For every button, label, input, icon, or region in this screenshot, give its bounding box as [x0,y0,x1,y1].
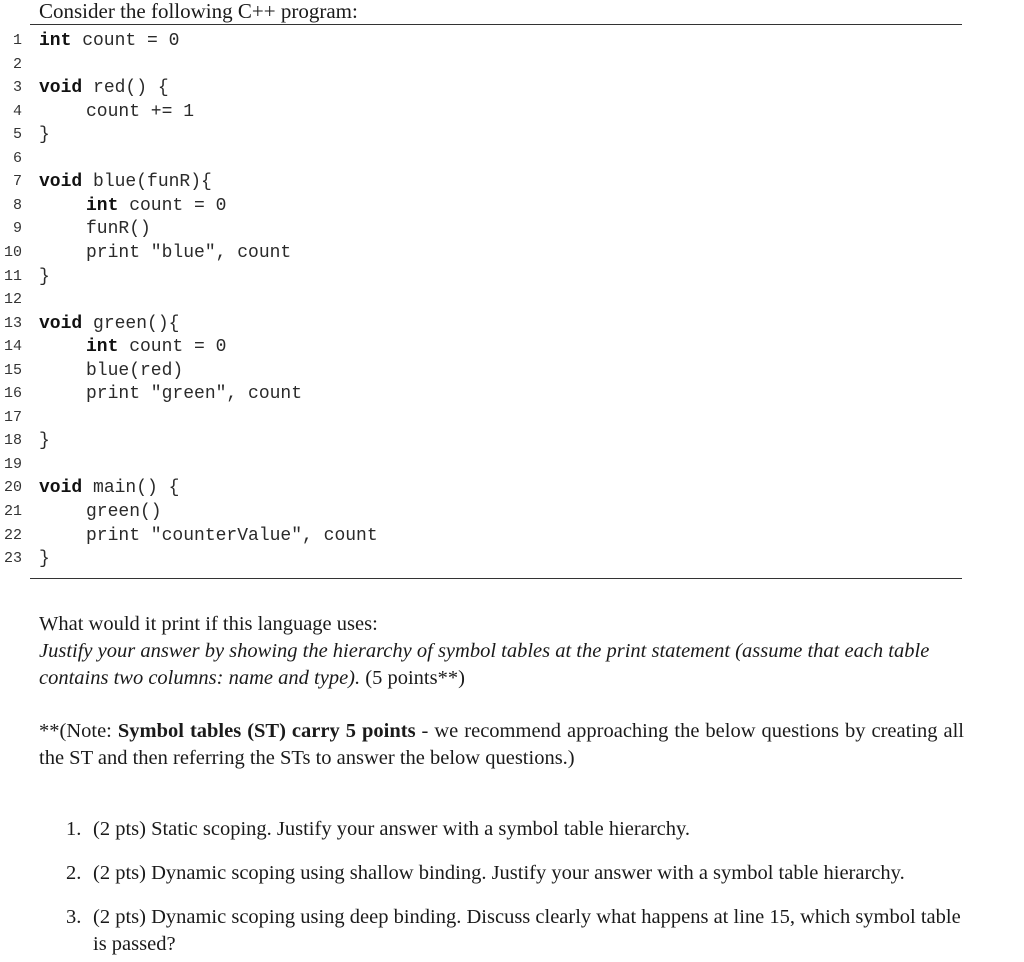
item-text: (2 pts) Dynamic scoping using deep binding. Discuss clearly what happens at line 15, which symbol table is passed? [93,906,961,955]
code-line [0,548,960,570]
code-line [0,124,960,146]
code-rest: funR() [86,219,151,240]
code-text [39,171,212,193]
code-rest: blue(funR){ [82,172,212,193]
item-text: (2 pts) Static scoping. Justify your answer with a symbol table hierarchy. [93,818,691,840]
code-text [39,77,169,99]
line-number: 6 [12,149,22,167]
line-number: 19 [3,455,22,473]
code-line [0,360,960,382]
line-number: 15 [3,361,22,379]
code-rest: print "counterValue", count [86,525,378,546]
line-number: 16 [3,385,22,403]
line-number: 23 [3,550,22,568]
code-keyword: int [39,31,72,51]
code-text [39,30,179,52]
code-text [86,525,378,547]
code-line [0,242,960,264]
code-keyword: int [86,337,119,358]
code-text [39,313,179,335]
code-text [39,124,50,146]
note-text [39,718,964,772]
item-number: 3. [66,906,82,928]
bottom-rule [30,578,962,579]
code-keyword: void [39,78,83,99]
item-number: 1. [66,818,82,840]
question-text [39,611,964,692]
code-line [0,454,960,476]
code-text [39,548,50,570]
code-rest: green() [86,502,162,522]
line-number: 17 [3,408,22,426]
line-number: 8 [12,196,22,214]
question-justify-text: Justify your answer by showing the hierarchy of symbol tables at the print statement (assume that each table contains two columns: name and type). [39,640,930,689]
line-number: 21 [3,503,22,520]
code-line [0,430,960,452]
code-line [0,266,960,288]
code-keyword: void [39,478,83,499]
code-rest: } [39,431,50,452]
code-text [39,266,50,288]
code-line [0,407,960,429]
code-rest: count = 0 [118,195,227,216]
code-line [0,383,960,405]
code-rest: } [39,266,50,287]
intro-text: Consider the following C++ program: [39,0,358,23]
code-line [0,477,960,499]
code-text [86,242,291,264]
line-number: 11 [3,267,22,285]
code-line [0,336,960,358]
line-number: 10 [3,243,22,261]
code-rest: count = 0 [71,31,180,51]
line-number: 7 [12,173,22,191]
item-number: 2. [66,862,82,884]
code-line [0,218,960,240]
code-rest: print "blue", count [86,242,292,263]
code-line [0,525,960,547]
line-number: 20 [3,479,22,497]
note-prefix: **(Note: [39,720,118,742]
code-rest: } [39,549,50,570]
code-rest: green(){ [82,313,180,334]
note-suffix: - we recommend approaching the below questions by creating all the ST and then referring the STs to answer the below questions.) [39,720,964,769]
line-number: 13 [3,314,22,332]
top-rule [30,24,962,25]
note-bold: Symbol tables (ST) carry 5 points [117,720,416,742]
line-number: 2 [12,55,22,73]
question-points: (5 points**) [360,667,465,689]
code-line [0,171,960,193]
code-text [86,501,162,523]
code-text [86,360,183,382]
code-keyword: int [86,195,119,216]
code-line [0,101,960,123]
code-line [0,289,960,311]
code-line [0,54,960,76]
line-number: 3 [12,79,22,97]
code-keyword: void [39,313,83,334]
code-text [86,218,151,240]
line-number: 22 [3,526,22,544]
code-line [0,30,960,52]
code-line [0,195,960,217]
line-number: 12 [3,291,22,309]
line-number: 4 [12,102,22,120]
code-line [0,148,960,170]
code-text [39,430,50,452]
line-number: 5 [12,126,22,144]
code-text [86,383,302,405]
code-text [86,336,226,358]
code-rest: count += 1 [86,101,195,122]
code-line [0,77,960,99]
code-text [86,195,226,217]
line-number: 18 [3,432,22,450]
question-line-1: What would it print if this language uses: [39,613,378,635]
code-rest: } [39,125,50,146]
line-number: 1 [12,32,22,49]
code-rest: red() { [82,78,169,99]
code-text [86,101,194,123]
code-rest: blue(red) [86,360,184,381]
code-rest: main() { [82,478,180,499]
code-line [0,313,960,335]
item-text: (2 pts) Dynamic scoping using shallow binding. Justify your answer with a symbol table hierarchy. [93,862,905,884]
code-text [39,477,179,499]
line-number: 9 [12,220,22,238]
line-number: 14 [3,338,22,356]
code-rest: print "green", count [86,384,303,405]
code-line [0,501,960,523]
code-keyword: void [39,172,83,193]
code-rest: count = 0 [118,337,227,358]
